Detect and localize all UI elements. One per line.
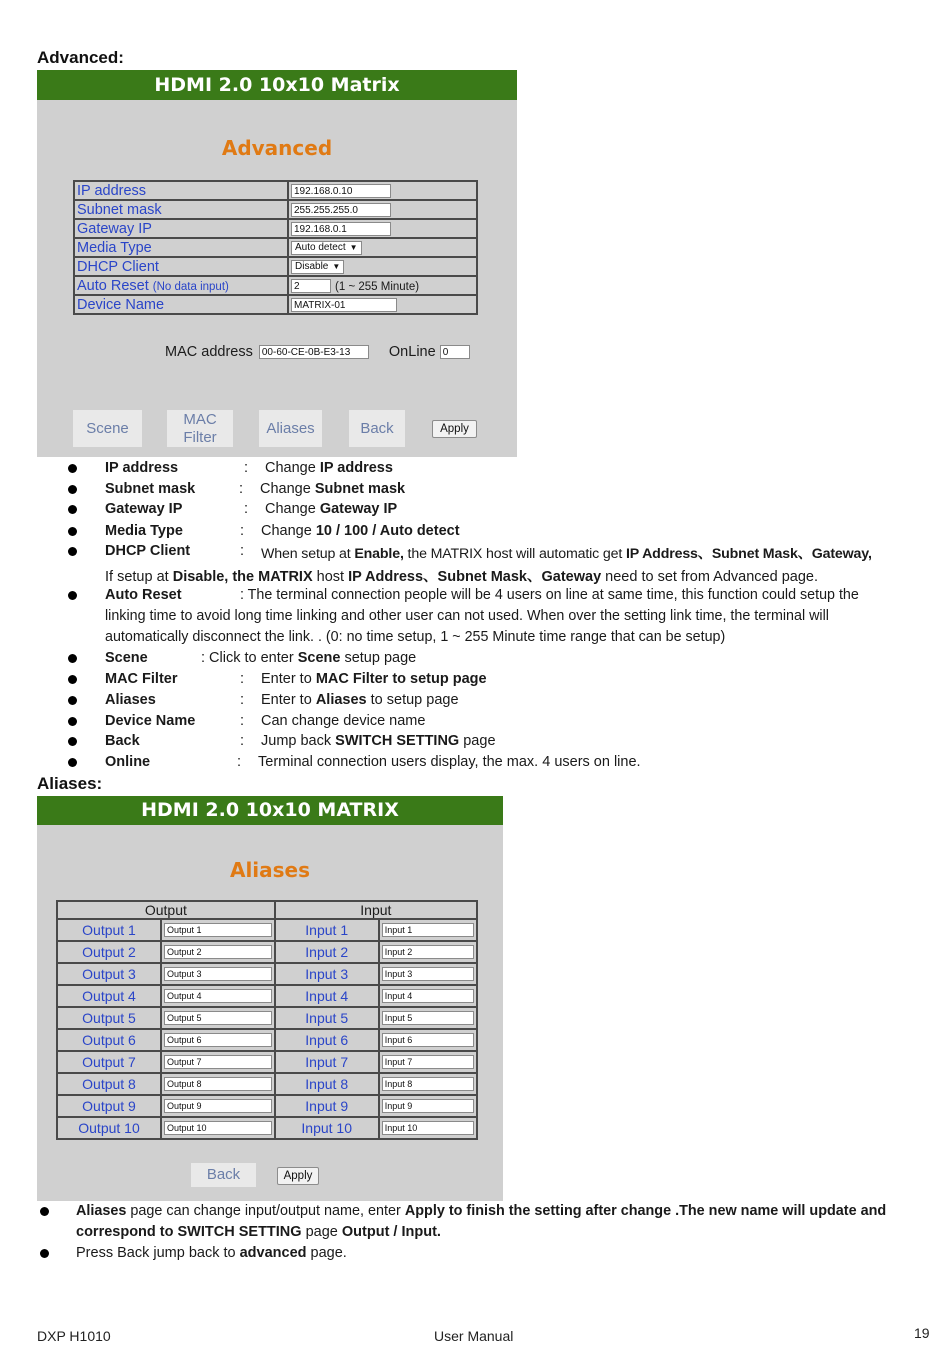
input-label: Input 4	[275, 985, 379, 1007]
desc-text: page.	[306, 1245, 347, 1261]
table-row	[57, 1029, 477, 1051]
colon: :	[240, 543, 245, 559]
aliases-desc-line-2	[76, 1224, 441, 1240]
desc-bold: IP address	[319, 460, 393, 476]
desc-auto-reset-line-2: linking time to avoid long time linking and other user can not used. When over the setting link time, the terminal will	[105, 608, 829, 624]
footer-page-number: 19	[914, 1325, 930, 1341]
desc-text: page can change input/output name, enter	[126, 1203, 405, 1219]
term-ip-address: IP address	[105, 460, 179, 476]
subnet-mask-input[interactable]: 255.255.255.0	[291, 203, 391, 217]
term-subnet-mask: Subnet mask	[105, 481, 196, 497]
gateway-ip-label: Gateway IP	[74, 219, 288, 238]
mac-address-field: 00-60-CE-0B-E3-13	[259, 345, 369, 359]
output-name-input[interactable]: Output 8	[164, 1077, 272, 1091]
input-name-input[interactable]: Input 5	[382, 1011, 474, 1025]
output-label: Output 2	[57, 941, 161, 963]
online-field: 0	[440, 345, 470, 359]
colon: :	[240, 523, 245, 539]
press-back-desc	[76, 1245, 347, 1261]
desc-bold: MAC Filter to setup page	[315, 671, 487, 687]
table-row	[57, 919, 477, 941]
colon: :	[240, 671, 245, 687]
desc-text: the MATRIX host will automatic get	[403, 546, 626, 562]
row-media-type	[74, 238, 477, 257]
advanced-panel-header: HDMI 2.0 10x10 Matrix	[37, 70, 517, 100]
aliases-screenshot	[37, 796, 503, 1201]
term-dhcp-client: DHCP Client	[105, 543, 191, 559]
colon: :	[244, 460, 249, 476]
output-name-input[interactable]: Output 7	[164, 1055, 272, 1069]
desc-text: Press Back jump back to	[76, 1245, 240, 1261]
auto-reset-label: Auto Reset	[77, 277, 149, 294]
output-column-header: Output	[57, 901, 275, 919]
device-name-label: Device Name	[74, 295, 288, 314]
desc-bold: SWITCH SETTING	[335, 733, 460, 749]
dhcp-client-label: DHCP Client	[74, 257, 288, 276]
output-label: Output 3	[57, 963, 161, 985]
bullet-dot-icon	[68, 505, 77, 514]
aliases-apply-button[interactable]: Apply	[277, 1167, 319, 1185]
advanced-panel-title: Advanced	[221, 136, 333, 160]
apply-button[interactable]: Apply	[432, 420, 477, 438]
table-row	[57, 941, 477, 963]
table-row	[57, 985, 477, 1007]
bullet-dot-icon	[68, 591, 77, 600]
row-dhcp-client	[74, 257, 477, 276]
desc-bold: Enable,	[354, 546, 404, 562]
output-name-input[interactable]: Output 10	[164, 1121, 272, 1135]
colon: :	[239, 481, 244, 497]
bullet-dot-icon	[68, 485, 77, 494]
input-name-input[interactable]: Input 7	[382, 1055, 474, 1069]
row-subnet-mask	[74, 200, 477, 219]
input-label: Input 1	[275, 919, 379, 941]
table-row	[57, 1117, 477, 1139]
colon: :	[240, 733, 245, 749]
ip-address-input[interactable]: 192.168.0.10	[291, 184, 391, 198]
input-label: Input 2	[275, 941, 379, 963]
advanced-heading: Advanced:	[37, 48, 124, 67]
desc-text: page	[301, 1224, 342, 1240]
input-label: Input 8	[275, 1073, 379, 1095]
bullet-dot-icon	[68, 675, 77, 684]
colon: :	[240, 692, 245, 708]
term-media-type: Media Type	[105, 523, 183, 539]
aliases-panel-header: HDMI 2.0 10x10 MATRIX	[37, 796, 503, 825]
input-name-input[interactable]: Input 6	[382, 1033, 474, 1047]
output-name-input[interactable]: Output 6	[164, 1033, 272, 1047]
mac-online-row	[165, 344, 470, 360]
colon: :	[237, 754, 242, 770]
mac-address-label: MAC address	[165, 344, 253, 360]
footer-title: User Manual	[434, 1328, 514, 1344]
desc-text: When setup at	[261, 546, 355, 562]
row-device-name	[74, 295, 477, 314]
desc-bold: Disable, the MATRIX	[172, 569, 313, 585]
row-auto-reset	[74, 276, 477, 295]
output-name-input[interactable]: Output 1	[164, 923, 272, 937]
output-label: Output 6	[57, 1029, 161, 1051]
input-label: Input 10	[275, 1117, 379, 1139]
bullet-dot-icon	[68, 547, 77, 556]
colon: :	[240, 713, 245, 729]
desc-text: page	[459, 733, 496, 749]
auto-reset-label-cell	[74, 276, 288, 295]
desc-text: need to set from Advanced page.	[601, 569, 818, 585]
auto-reset-unit: (1 ~ 255 Minute)	[335, 280, 420, 293]
term-back: Back	[105, 733, 140, 749]
advanced-settings-table	[73, 180, 478, 315]
output-label: Output 10	[57, 1117, 161, 1139]
output-label: Output 1	[57, 919, 161, 941]
auto-reset-note: (No data input)	[152, 280, 229, 293]
table-row	[57, 1073, 477, 1095]
input-label: Input 7	[275, 1051, 379, 1073]
media-type-label: Media Type	[74, 238, 288, 257]
input-name-input[interactable]: Input 1	[382, 923, 474, 937]
desc-bold: correspond to SWITCH SETTING	[76, 1224, 302, 1240]
output-name-input[interactable]: Output 2	[164, 945, 272, 959]
desc-bold: 10 / 100 / Auto detect	[315, 523, 460, 539]
auto-reset-input[interactable]: 2	[291, 279, 331, 293]
desc-text: Jump back	[261, 733, 336, 749]
mac-filter-label-2: Filter	[183, 428, 217, 446]
bullet-dot-icon	[40, 1249, 49, 1258]
subnet-mask-label: Subnet mask	[74, 200, 288, 219]
table-row	[57, 1051, 477, 1073]
term-scene: Scene	[105, 650, 148, 666]
desc-text: Change	[260, 481, 315, 497]
input-name-input[interactable]: Input 9	[382, 1099, 474, 1113]
row-ip-address	[74, 181, 477, 200]
input-label: Input 3	[275, 963, 379, 985]
input-label: Input 9	[275, 1095, 379, 1117]
row-gateway-ip	[74, 219, 477, 238]
aliases-header-row	[57, 901, 477, 919]
input-name-input[interactable]: Input 2	[382, 945, 474, 959]
aliases-table	[56, 900, 478, 1140]
desc-text: If setup at	[105, 569, 173, 585]
desc-media-type	[261, 523, 460, 539]
bullet-dot-icon	[68, 464, 77, 473]
colon: :	[244, 501, 249, 517]
input-name-input[interactable]: Input 8	[382, 1077, 474, 1091]
desc-text: : Click to enter	[201, 650, 298, 666]
term-device-name: Device Name	[105, 713, 196, 729]
aliases-heading: Aliases:	[37, 774, 103, 793]
footer-model: DXP H1010	[37, 1328, 111, 1344]
term-mac-filter: MAC Filter	[105, 671, 178, 687]
dhcp-client-select[interactable]	[291, 260, 344, 274]
output-name-input[interactable]: Output 4	[164, 989, 272, 1003]
aliases-panel-title: Aliases	[229, 858, 311, 882]
desc-text: Enter to	[261, 692, 316, 708]
desc-subnet-mask	[260, 481, 405, 497]
desc-bold: Aliases	[315, 692, 367, 708]
gateway-ip-input[interactable]: 192.168.0.1	[291, 222, 391, 236]
desc-bold: Apply to finish the setting after change .The new name will update and	[404, 1203, 887, 1219]
bullet-dot-icon	[68, 654, 77, 663]
input-name-input[interactable]: Input 10	[382, 1121, 474, 1135]
desc-mac-filter	[261, 671, 487, 687]
desc-text: setup page	[340, 650, 417, 666]
term-auto-reset: Auto Reset	[105, 587, 182, 603]
desc-online: Terminal connection users display, the max. 4 users on line.	[258, 754, 641, 770]
desc-bold: IP Address、Subnet Mask、Gateway	[348, 569, 602, 585]
online-label: OnLine	[388, 344, 436, 360]
desc-text: Change	[261, 523, 316, 539]
media-type-select[interactable]	[291, 241, 362, 255]
table-row	[57, 1007, 477, 1029]
desc-auto-reset-line-1: : The terminal connection people will be 4 users on line at same time, this function could setup the	[240, 587, 859, 603]
desc-text: Change	[265, 501, 320, 517]
output-name-input[interactable]: Output 3	[164, 967, 272, 981]
input-label: Input 6	[275, 1029, 379, 1051]
desc-bold: advanced	[239, 1245, 307, 1261]
desc-device-name: Can change device name	[261, 713, 426, 729]
bullet-dot-icon	[68, 696, 77, 705]
dropdown-arrow-icon: ▼	[332, 261, 341, 271]
desc-text: to setup page	[366, 692, 459, 708]
desc-gateway-ip	[265, 501, 397, 517]
desc-auto-reset-line-3: automatically disconnect the link. . (0: no time setup, 1 ~ 255 Minute time range that can be setup)	[105, 629, 726, 645]
output-label: Output 9	[57, 1095, 161, 1117]
output-name-input[interactable]: Output 9	[164, 1099, 272, 1113]
desc-dhcp-line-1	[261, 543, 872, 563]
output-label: Output 7	[57, 1051, 161, 1073]
input-column-header: Input	[275, 901, 477, 919]
bullet-dot-icon	[40, 1207, 49, 1216]
dropdown-arrow-icon: ▼	[349, 242, 358, 252]
back-button[interactable]: Back	[349, 410, 405, 447]
term-aliases: Aliases	[105, 692, 156, 708]
output-label: Output 5	[57, 1007, 161, 1029]
device-name-input[interactable]: MATRIX-01	[291, 298, 397, 312]
output-label: Output 4	[57, 985, 161, 1007]
desc-text: Enter to	[261, 671, 316, 687]
desc-ip-address	[265, 460, 393, 476]
mac-filter-label-1: MAC	[183, 410, 217, 428]
desc-text: Change	[265, 460, 320, 476]
bullet-dot-icon	[68, 527, 77, 536]
desc-bold: Output / Input.	[341, 1224, 441, 1240]
desc-bold: Gateway IP	[319, 501, 398, 517]
bullet-dot-icon	[68, 737, 77, 746]
term-gateway-ip: Gateway IP	[105, 501, 183, 517]
aliases-desc-line-1	[76, 1203, 886, 1219]
dhcp-client-value: Disable	[295, 260, 329, 272]
input-name-input[interactable]: Input 4	[382, 989, 474, 1003]
advanced-screenshot	[37, 70, 517, 457]
mac-filter-button[interactable]	[167, 410, 233, 447]
input-label: Input 5	[275, 1007, 379, 1029]
media-type-value: Auto detect	[295, 241, 346, 253]
bullet-dot-icon	[68, 758, 77, 767]
input-name-input[interactable]: Input 3	[382, 967, 474, 981]
desc-text: host	[312, 569, 349, 585]
desc-scene	[201, 650, 416, 666]
ip-address-label: IP address	[74, 181, 288, 200]
table-row	[57, 1095, 477, 1117]
scene-button[interactable]: Scene	[73, 410, 142, 447]
desc-bold: Subnet mask	[314, 481, 406, 497]
desc-bold: Scene	[297, 650, 341, 666]
desc-bold: IP Address、Subnet Mask、Gateway,	[625, 546, 872, 562]
bullet-dot-icon	[68, 717, 77, 726]
aliases-back-button[interactable]: Back	[191, 1163, 256, 1187]
output-label: Output 8	[57, 1073, 161, 1095]
desc-aliases	[261, 692, 459, 708]
desc-dhcp-line-2	[105, 565, 818, 586]
term-online: Online	[105, 754, 151, 770]
table-row	[57, 963, 477, 985]
aliases-button[interactable]: Aliases	[259, 410, 322, 447]
desc-bold: Aliases	[76, 1203, 127, 1219]
output-name-input[interactable]: Output 5	[164, 1011, 272, 1025]
desc-back	[261, 733, 496, 749]
